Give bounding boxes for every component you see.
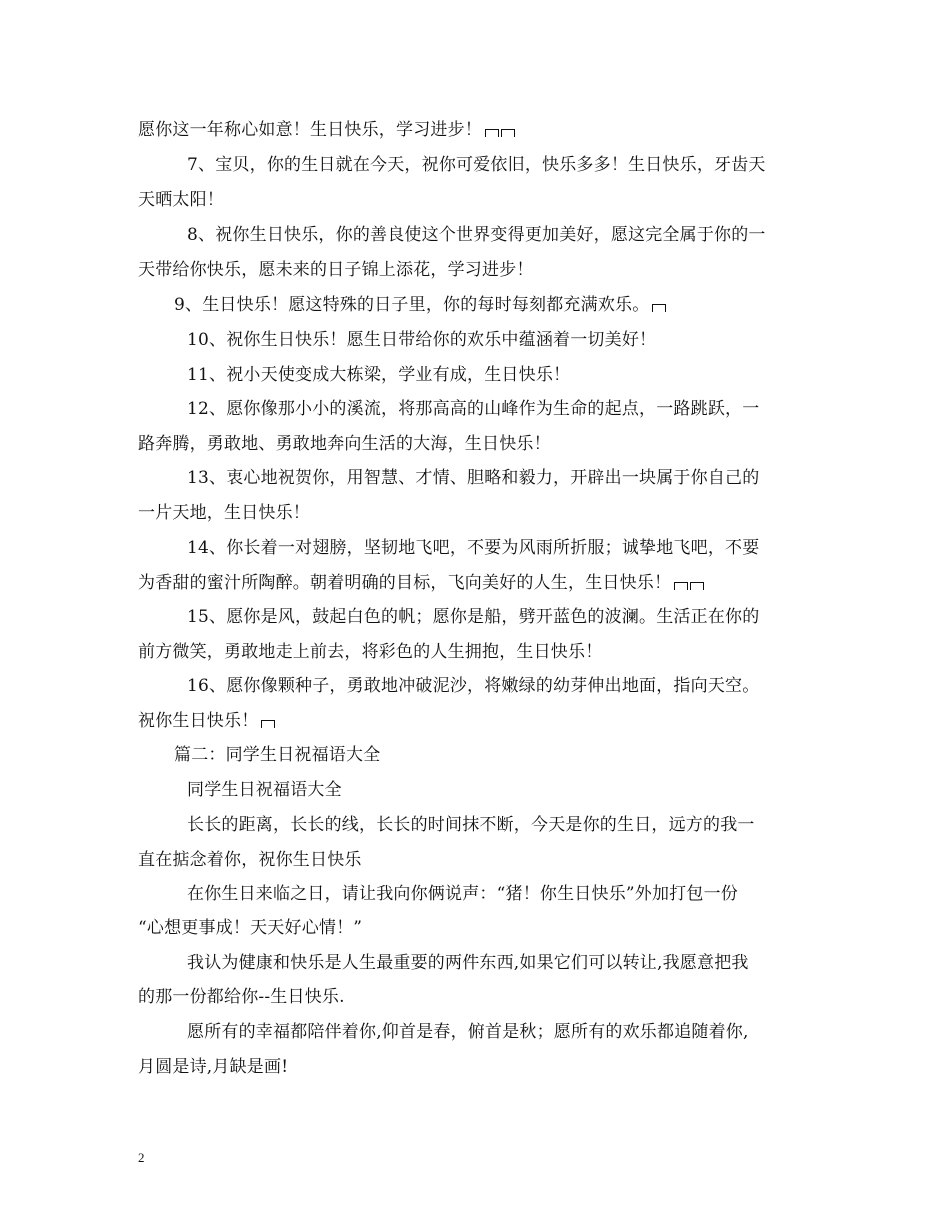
text-line: 7、宝贝，你的生日就在今天，祝你可爱依旧，快乐多多！生日快乐，牙齿天 (187, 155, 766, 175)
text-line: 11、祝小天使变成大栋梁，学业有成，生日快乐！ (187, 365, 571, 385)
text-line: 一片天地，生日快乐！ (138, 503, 310, 523)
text-line: 10、祝你生日快乐！愿生日带给你的欢乐中蕴涵着一切美好！ (187, 330, 657, 350)
bracket-mark-icon (652, 304, 666, 312)
bracket-mark-icon (690, 582, 704, 590)
text-line: 的那一份都给你--生日快乐. (138, 987, 345, 1007)
text-line: 9、生日快乐！愿这特殊的日子里，你的每时每刻都充满欢乐。 (174, 294, 666, 316)
text-line: 8、祝你生日快乐，你的善良使这个世界变得更加美好，愿这完全属于你的一 (187, 225, 766, 245)
text-line: 前方微笑，勇敢地走上前去，将彩色的人生拥抱，生日快乐！ (138, 642, 603, 662)
text-line: 路奔腾，勇敢地、勇敢地奔向生活的大海，生日快乐！ (138, 434, 551, 454)
bracket-mark-icon (501, 129, 515, 137)
text-line: 16、愿你像颗种子，勇敢地冲破泥沙，将嫩绿的幼芽伸出地面，指向天空。 (187, 676, 760, 696)
text-line: “心想更事成！天天好心情！” (138, 918, 363, 938)
text-line: 月圆是诗,月缺是画! (138, 1057, 289, 1077)
text-line: 直在掂念着你，祝你生日快乐 (138, 850, 362, 870)
bracket-mark-icon (485, 129, 499, 137)
text-line: 15、愿你是风，鼓起白色的帆；愿你是船，劈开蓝色的波澜。生活正在你的 (187, 607, 760, 627)
text-line: 在你生日来临之日，请让我向你俩说声：“猪！你生日快乐”外加打包一份 (187, 884, 738, 904)
text-line: 长长的距离，长长的线，长长的时间抹不断，今天是你的生日，远方的我一 (187, 815, 755, 835)
text-line: 天晒太阳！ (138, 190, 224, 210)
text-line: 为香甜的蜜汁所陶醉。朝着明确的目标，飞向美好的人生，生日快乐！ (138, 572, 704, 594)
text-line: 12、愿你像那小小的溪流，将那高高的山峰作为生命的起点，一路跳跃，一 (187, 399, 760, 419)
page-number: 2 (138, 1150, 145, 1165)
text-line: 13、衷心地祝贺你，用智慧、才情、胆略和毅力，开辟出一块属于你自己的 (187, 468, 760, 488)
bracket-mark-icon (261, 720, 275, 728)
section-heading: 篇二：同学生日祝福语大全 (174, 745, 381, 765)
text-line: 祝你生日快乐！ (138, 710, 275, 732)
text-line: 14、你长着一对翅膀，坚韧地飞吧，不要为风雨所折服；诚挚地飞吧，不要 (187, 538, 760, 558)
text-line: 愿所有的幸福都陪伴着你,仰首是春，俯首是秋；愿所有的欢乐都追随着你, (187, 1022, 749, 1042)
text-line: 天带给你快乐，愿未来的日子锦上添花，学习进步！ (138, 260, 534, 280)
text-line: 我认为健康和快乐是人生最重要的两件东西,如果它们可以转让,我愿意把我 (187, 953, 749, 973)
section-title: 同学生日祝福语大全 (187, 780, 342, 800)
text-line: 愿你这一年称心如意！生日快乐，学习进步！ (138, 119, 515, 141)
bracket-mark-icon (674, 582, 688, 590)
